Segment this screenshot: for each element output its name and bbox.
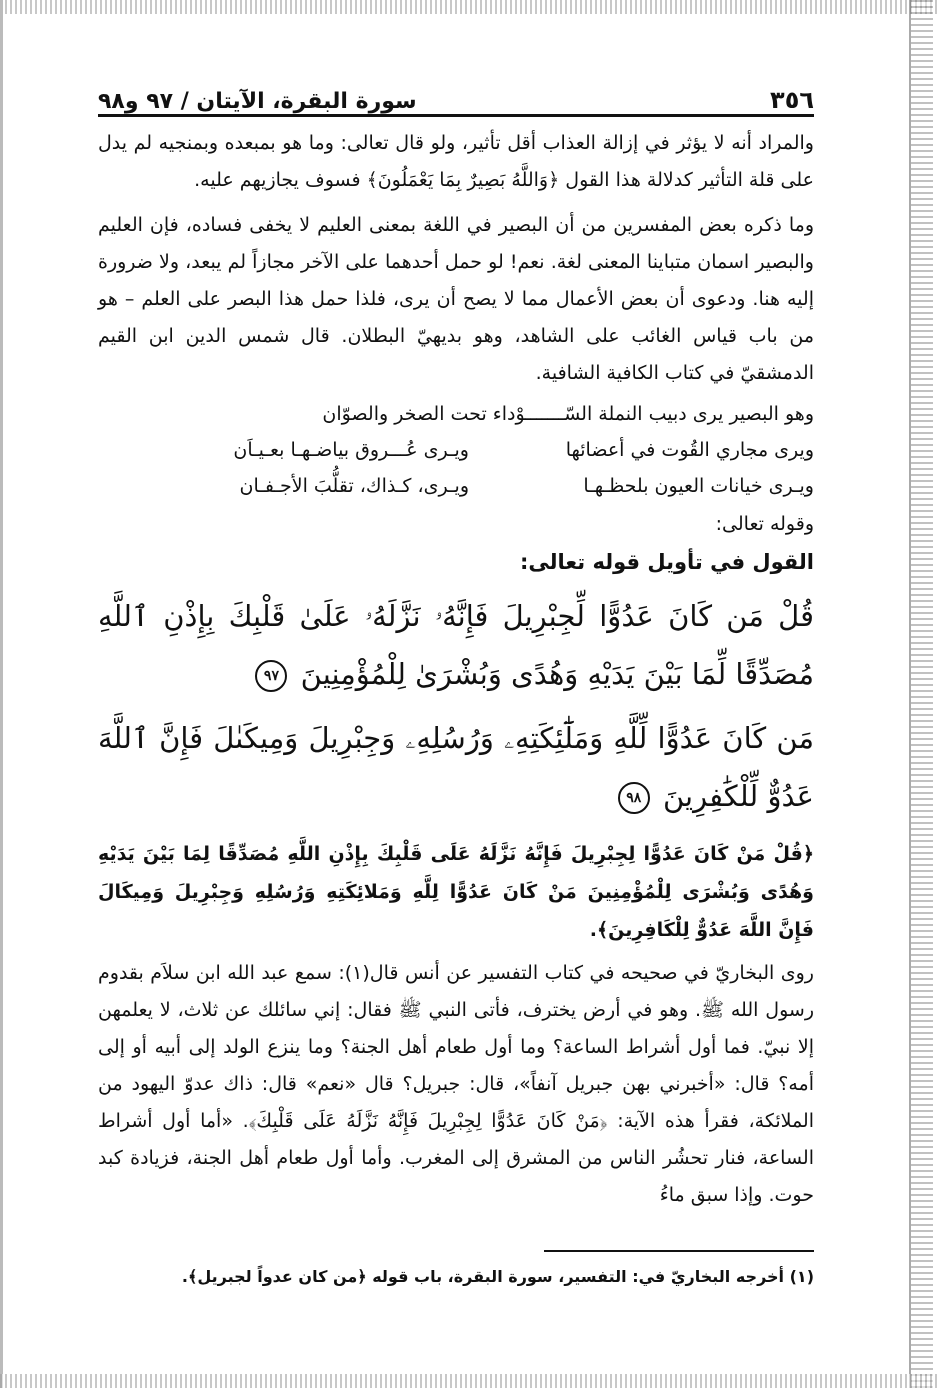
poem: [98, 396, 814, 504]
section-heading: القول في تأويل قوله تعالى:: [520, 550, 814, 574]
decorative-border-left: [0, 0, 3, 1388]
quoted-ayat: ﴿قُلْ مَنْ كَانَ عَدُوًّا لِجِبْرِيلَ فَإِنَّهُ نَزَّلَهُ عَلَى قَلْبِكَ بِإِذْنِ اللَّهِ مُصَدِّقًا لِمَا بَيْنَ يَدَيْهِ وَهُدًى وَبُشْرَى لِلْمُؤْمِنِينَ مَنْ كَانَ عَدُوًّا لِلَّهِ وَمَلائِكَتِهِ وَرُسُلِهِ وَجِبْرِيلَ وَمِيكَالَ فَإِنَّ اللَّهَ عَدُوٌّ لِلْكَافِرِينَ﴾.: [98, 843, 814, 941]
ayah-98-text: مَن كَانَ عَدُوًّا لِّلَّهِ وَمَلَٰٓئِكَتِهِۦ وَرُسُلِهِۦ وَجِبْرِيلَ وَمِيكَىٰلَ فَإِنَّ ٱللَّهَ عَدُوٌّ لِّلْكَٰفِرِينَ: [98, 721, 814, 813]
poem-verse: [98, 432, 814, 468]
verse-second-hemistich: ويـرى، كـذاك، تقلُّبَ الأجـفـان: [239, 475, 469, 497]
verse-first-hemistich: وهو البصير يرى دبيب النملة السّـــــــوْداء تحت الصخر والصوّان: [322, 403, 814, 425]
hadith-paragraph: روى البخاريّ في صحيحه في كتاب التفسير عن أنس قال(١): سمع عبد الله ابن سلاَم بقدوم رسول الله ﷺ. وهو في أرض يخترف، فأتى النبي ﷺ فقال: إني سائلك عن ثلاث، لا يعلمهن إلا نبيّ. فما أول أشراط الساعة؟ وما أول طعام أهل الجنة؟ وما ينزع الولد إلى أبيه أو إلى أمه؟ قال: «أخبرني بهن جبريل آنفاً»، قال: جبريل؟ قال «نعم» قال: ذاك عدوّ اليهود من الملائكة، فقرأ هذه الآية: ﴿مَنْ كَانَ عَدُوًّا لِجِبْرِيلَ فَإِنَّهُ نَزَّلَهُ عَلَى قَلْبِكَ﴾. «أما أول أشراط الساعة، فنار تحشُر الناس من المشرق إلى المغرب. وأما أول طعام أهل الجنة، فزيادة كبد حوت. وإذا سبق ماءُ: [98, 962, 814, 1206]
decorative-border-top: [0, 0, 939, 14]
ayah-97-text: قُلْ مَن كَانَ عَدُوًّا لِّجِبْرِيلَ فَإِنَّهُۥ نَزَّلَهُۥ عَلَىٰ قَلْبِكَ بِإِذْنِ ٱللَّهِ مُصَدِّقًا لِّمَا بَيْنَ يَدَيْهِ وَهُدًى وَبُشْرَىٰ لِلْمُؤْمِنِينَ: [98, 599, 814, 691]
verse-first-hemistich: ويـرى خيانات العيون بلحظـهـا: [583, 475, 814, 497]
paragraph-2: وما ذكره بعض المفسرين من أن البصير في اللغة بمعنى العليم لا يخفى فساده، فإن العليم والبصير اسمان متباينا المعنى لغة. نعم! لو حمل أحدهما على الآخر مجازاً لم يبعد، ولا ضرورة إليه هنا. ودعوى أن بعض الأعمال مما لا يصح أن يرى، فلذا حمل هذا البصر على العلم – هو من باب قياس الغائب على الشاهد، وهو بديهيّ البطلان. قال شمس الدين ابن القيم الدمشقيّ في كتاب الكافية الشافية.: [98, 214, 814, 384]
footnote-divider: [544, 1250, 814, 1252]
ayah-number-98: ٩٨: [618, 782, 650, 814]
book-page: [98, 70, 814, 1286]
poem-verse: [98, 396, 814, 432]
ayah-number-97: ٩٧: [255, 660, 287, 692]
surah-title: سورة البقرة، الآيتان / ٩٧ و٩٨: [98, 89, 417, 114]
verse-first-hemistich: ويرى مجاري القُوت في أعضائها: [565, 439, 814, 461]
quran-ayah-98: [98, 709, 814, 825]
page-number: ٣٥٦: [770, 86, 814, 114]
decorative-border-right: [909, 0, 933, 1388]
page-header: [98, 70, 814, 117]
qawluhu-label: وقوله تعالى:: [715, 513, 814, 535]
footnote: (١) أخرجه البخاريّ في: التفسير، سورة البقرة، باب قوله ﴿من كان عدواً لجبريل﴾.: [181, 1267, 814, 1286]
paragraph-1: والمراد أنه لا يؤثر في إزالة العذاب أقل تأثير، ولو قال تعالى: وما هو بمبعده وبمنجيه لم يدل على قلة التأثير كدلالة هذا القول ﴿وَاللَّهُ بَصِيرٌ بِمَا يَعْمَلُونَ﴾ فسوف يجازيهم عليه.: [98, 132, 814, 191]
poem-verse: [98, 468, 814, 504]
decorative-border-bottom: [0, 1374, 939, 1388]
verse-second-hemistich: ويـرى عُـــروق بياضـهـا بعـيـاَن: [233, 439, 469, 461]
quran-ayah-97: [98, 587, 814, 703]
